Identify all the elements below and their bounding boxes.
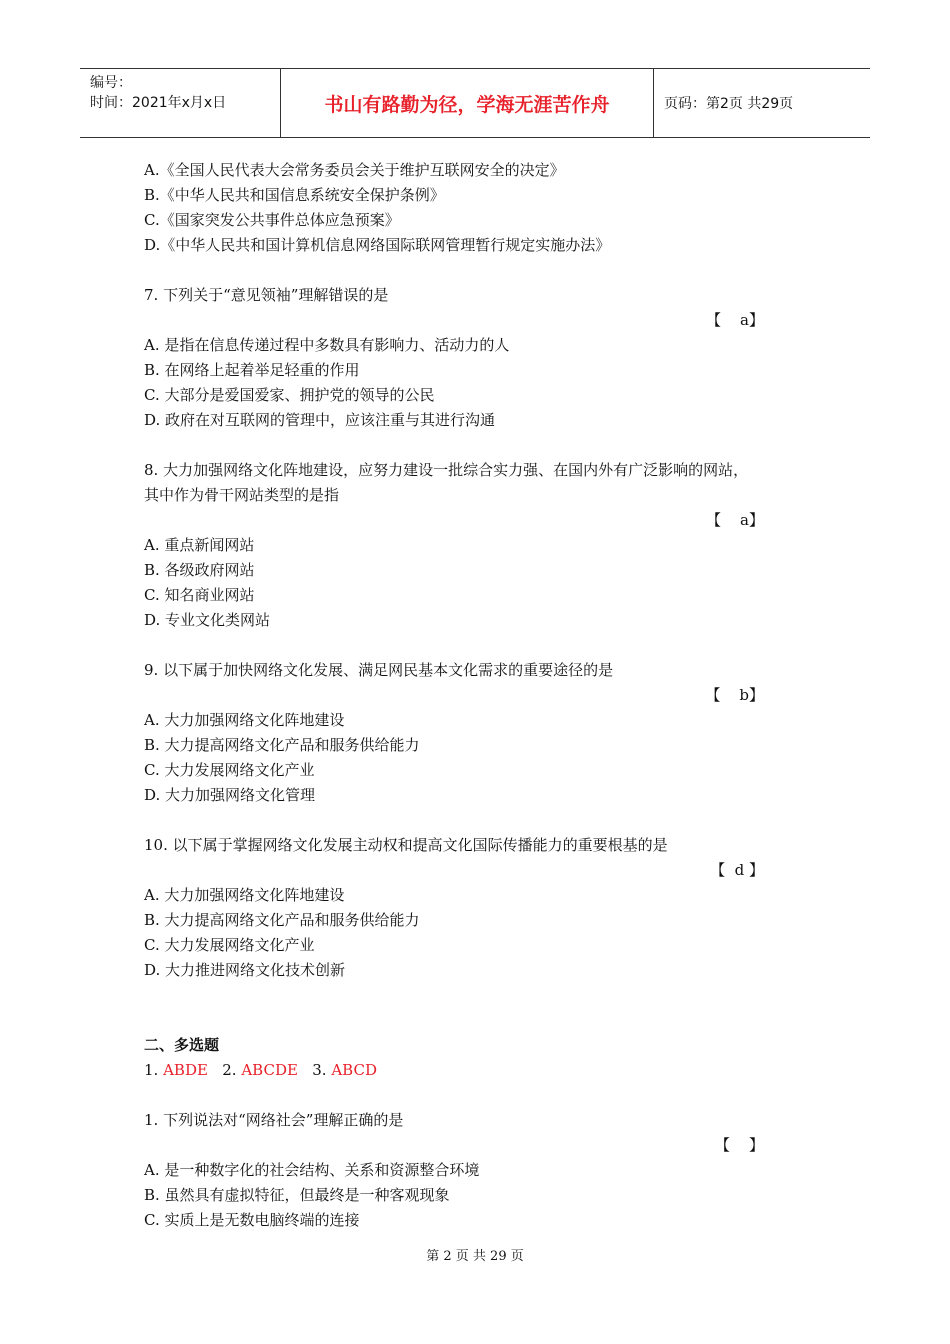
option: C. 知名商业网站 bbox=[144, 586, 255, 604]
option: B. 大力提高网络文化产品和服务供给能力 bbox=[144, 736, 420, 754]
question-10 bbox=[144, 833, 824, 983]
number-label: 编号： bbox=[90, 75, 132, 91]
answer-value: ABCDE bbox=[241, 1061, 298, 1079]
answer-key bbox=[144, 1058, 824, 1083]
option: D. 政府在对互联网的管理中，应该注重与其进行沟通 bbox=[144, 411, 496, 429]
option: C. 大力发展网络文化产业 bbox=[144, 761, 315, 779]
option: B. 大力提高网络文化产品和服务供给能力 bbox=[144, 911, 420, 929]
question-7 bbox=[144, 283, 824, 433]
option: B. 虽然具有虚拟特征，但最终是一种客观现象 bbox=[144, 1186, 450, 1204]
question-text: 7. 下列关于“意见领袖”理解错误的是 bbox=[144, 286, 389, 304]
page-header bbox=[80, 68, 870, 138]
option: A. 是一种数字化的社会结构、关系和资源整合环境 bbox=[144, 1161, 480, 1179]
page-footer: 第 2 页 共 29 页 bbox=[426, 1249, 524, 1264]
option: C. 大力发展网络文化产业 bbox=[144, 936, 315, 954]
section-title: 二、多选题 bbox=[144, 1036, 220, 1054]
option: B. 在网络上起着举足轻重的作用 bbox=[144, 361, 360, 379]
multi-question-1 bbox=[144, 1108, 824, 1233]
option: A. 重点新闻网站 bbox=[144, 536, 255, 554]
question-9 bbox=[144, 658, 824, 808]
option: A. 是指在信息传递过程中多数具有影响力、活动力的人 bbox=[144, 336, 510, 354]
header-motto: 书山有路勤为径，学海无涯苦作舟 bbox=[281, 69, 654, 137]
answer-num: 2. bbox=[222, 1061, 237, 1079]
header-page-info: 页码：第2页 共29页 bbox=[664, 96, 794, 112]
option: D. 大力加强网络文化管理 bbox=[144, 786, 316, 804]
time-label: 时间：2021年x月x日 bbox=[90, 95, 227, 111]
answer-bracket: 【 a】 bbox=[705, 511, 764, 529]
question-text: 1. 下列说法对“网络社会”理解正确的是 bbox=[144, 1111, 404, 1129]
option: C. 大部分是爱国爱家、拥护党的领导的公民 bbox=[144, 386, 435, 404]
document-body bbox=[144, 158, 824, 1233]
answer-bracket: 【 d 】 bbox=[710, 861, 764, 879]
answer-bracket: 【 a】 bbox=[705, 311, 764, 329]
answer-bracket: 【 b】 bbox=[705, 686, 764, 704]
answer-value: ABCD bbox=[331, 1061, 377, 1079]
question-text: 其中作为骨干网站类型的是指 bbox=[144, 486, 340, 504]
header-meta bbox=[80, 69, 281, 137]
answer-num: 1. bbox=[144, 1061, 159, 1079]
answer-value: ABDE bbox=[163, 1061, 208, 1079]
question-text: 8. 大力加强网络文化阵地建设，应努力建设一批综合实力强、在国内外有广泛影响的网站， bbox=[144, 461, 749, 479]
question-8 bbox=[144, 458, 824, 633]
prev-question-options bbox=[144, 158, 824, 258]
option: B. 各级政府网站 bbox=[144, 561, 255, 579]
option: A. 大力加强网络文化阵地建设 bbox=[144, 711, 345, 729]
option: D.《中华人民共和国计算机信息网络国际联网管理暂行规定实施办法》 bbox=[144, 236, 611, 254]
option: C.《国家突发公共事件总体应急预案》 bbox=[144, 211, 400, 229]
question-text: 9. 以下属于加快网络文化发展、满足网民基本文化需求的重要途径的是 bbox=[144, 661, 614, 679]
option: B.《中华人民共和国信息系统安全保护条例》 bbox=[144, 186, 445, 204]
section-multiple-choice bbox=[144, 1033, 824, 1083]
question-text: 10. 以下属于掌握网络文化发展主动权和提高文化国际传播能力的重要根基的是 bbox=[144, 836, 668, 854]
option: C. 实质上是无数电脑终端的连接 bbox=[144, 1211, 360, 1229]
answer-num: 3. bbox=[312, 1061, 327, 1079]
answer-bracket: 【 】 bbox=[714, 1136, 764, 1154]
option: A.《全国人民代表大会常务委员会关于维护互联网安全的决定》 bbox=[144, 161, 565, 179]
option: A. 大力加强网络文化阵地建设 bbox=[144, 886, 345, 904]
option: D. 大力推进网络文化技术创新 bbox=[144, 961, 346, 979]
option: D. 专业文化类网站 bbox=[144, 611, 271, 629]
